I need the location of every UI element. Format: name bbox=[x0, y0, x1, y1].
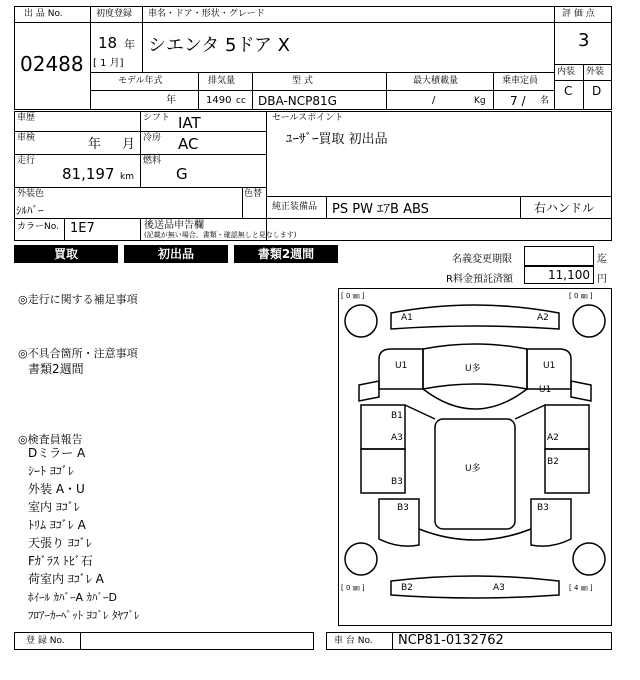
reg-no-label: 登 録 No. bbox=[26, 636, 65, 646]
inspector-line: 外装 A・U bbox=[28, 482, 85, 496]
damage-mark: B3 bbox=[537, 503, 549, 513]
damage-mark: U1 bbox=[395, 361, 408, 371]
name-change-unit: 迄 bbox=[597, 254, 607, 265]
capacity-unit: 名 bbox=[540, 96, 550, 106]
damage-mark: A3 bbox=[391, 433, 403, 443]
model-label: 型 式 bbox=[292, 76, 313, 86]
capacity-label: 乗車定員 bbox=[502, 76, 539, 86]
inspector-line: ﾎｲｰﾙ ｶﾊﾞｰA ｶﾊﾞｰD bbox=[28, 591, 117, 604]
reg-month: [ 1 月] bbox=[93, 58, 124, 69]
mileage-value: 81,197 bbox=[62, 165, 115, 183]
color-value: ｼﾙﾊﾞｰ bbox=[16, 204, 44, 217]
color-label: 外装色 bbox=[17, 189, 45, 199]
inspector-line: 荷室内 ﾖｺﾞﾚ A bbox=[28, 572, 104, 586]
defects-text: 書類2週間 bbox=[28, 362, 84, 376]
recycle-label: R料金預託済額 bbox=[446, 274, 513, 285]
name-change-box bbox=[524, 246, 594, 266]
max-load-unit: Kg bbox=[474, 96, 486, 106]
damage-mark: U1 bbox=[539, 385, 552, 395]
sales-point: ﾕｰｻﾞｰ買取 初出品 bbox=[286, 132, 388, 147]
docs-label: 後送品申告欄 bbox=[144, 220, 204, 231]
recycle-unit: 円 bbox=[597, 274, 607, 285]
inspector-heading: ◎検査員報告 bbox=[18, 433, 83, 446]
color-no: 1E7 bbox=[70, 221, 95, 236]
mileage-label: 走行 bbox=[17, 156, 36, 166]
capacity: 7 / bbox=[510, 94, 526, 108]
damage-mark: B3 bbox=[391, 477, 403, 487]
exterior-grade: D bbox=[592, 84, 602, 98]
model-year-label: モデル年式 bbox=[118, 76, 163, 86]
displacement: 1490 bbox=[206, 95, 232, 106]
history-label: 車歴 bbox=[17, 113, 36, 123]
tag-first-listing: 初出品 bbox=[124, 245, 228, 263]
shift-label: シフト bbox=[143, 113, 171, 123]
car-name-label: 車名・ドア・形状・グレード bbox=[148, 9, 265, 19]
lot-number: 02488 bbox=[20, 52, 84, 76]
damage-mark: U多 bbox=[465, 464, 481, 474]
shift-value: IAT bbox=[178, 114, 201, 132]
inspector-line: Dミラー A bbox=[28, 446, 86, 460]
damage-mark: A2 bbox=[537, 313, 549, 323]
ac-label: 冷房 bbox=[143, 133, 162, 143]
inspection-year: 年 bbox=[88, 137, 102, 152]
max-load-label: 最大積載量 bbox=[413, 76, 459, 86]
docs-note: (記載が無い場合、書類・確認無しと見なします) bbox=[144, 231, 297, 239]
damage-mark: A2 bbox=[547, 433, 559, 443]
name-change-label: 名義変更期限 bbox=[452, 254, 512, 265]
color-no-label: カラーNo. bbox=[17, 222, 59, 232]
equipment-label: 純正装備品 bbox=[272, 202, 318, 212]
reg-year: 18 bbox=[98, 34, 118, 52]
driving-heading: ◎走行に関する補足事項 bbox=[18, 293, 138, 306]
inspection-month: 月 bbox=[122, 137, 136, 152]
car-name: シエンタ 5ドア X bbox=[148, 35, 290, 56]
tire-depth-rear-right: [ 4 ㎜ ] bbox=[569, 584, 593, 592]
lot-label: 出 品 No. bbox=[24, 9, 63, 19]
inspector-line: Fｶﾞﾗｽ ﾄﾋﾞ石 bbox=[28, 554, 93, 568]
displacement-label: 排気量 bbox=[208, 76, 236, 86]
tire-depth-front-right: [ 0 ㎜ ] bbox=[569, 292, 593, 300]
max-load: / bbox=[432, 95, 436, 106]
interior-label: 内装 bbox=[557, 67, 576, 77]
damage-mark: A3 bbox=[493, 583, 505, 593]
chassis-label: 車 台 No. bbox=[334, 636, 373, 646]
tire-depth-rear-left: [ 0 ㎜ ] bbox=[341, 584, 365, 592]
tire-depth-front-left: [ 0 ㎜ ] bbox=[341, 292, 365, 300]
recycle-value: 11,100 bbox=[548, 268, 590, 282]
damage-mark: U1 bbox=[543, 361, 556, 371]
damage-mark: B2 bbox=[401, 583, 413, 593]
first-reg-label: 初度登録 bbox=[96, 9, 133, 19]
damage-mark: A1 bbox=[401, 313, 413, 323]
equipment-value: PS PW ｴｱB ABS bbox=[332, 202, 429, 217]
chassis-no: NCP81-0132762 bbox=[398, 633, 504, 648]
tag-docs-2weeks: 書類2週間 bbox=[234, 245, 338, 263]
model-year-unit: 年 bbox=[166, 95, 176, 106]
fuel-label: 燃料 bbox=[143, 156, 162, 166]
damage-mark: B2 bbox=[547, 457, 559, 467]
car-outline bbox=[339, 289, 611, 625]
defects-heading: ◎不具合箇所・注意事項 bbox=[18, 347, 138, 360]
reg-year-unit: 年 bbox=[124, 38, 135, 51]
fuel-value: G bbox=[176, 165, 188, 183]
displacement-unit: cc bbox=[236, 96, 246, 106]
ac-value: AC bbox=[178, 135, 199, 153]
damage-mark: B1 bbox=[391, 411, 403, 421]
inspection-label: 車検 bbox=[17, 133, 36, 143]
car-diagram bbox=[338, 288, 612, 626]
model: DBA-NCP81G bbox=[258, 94, 337, 108]
sales-point-label: セールスポイント bbox=[272, 113, 344, 123]
exterior-label: 外装 bbox=[586, 67, 605, 77]
grade: 3 bbox=[578, 30, 590, 51]
inspector-line: ﾌﾛｱｰｶｰﾍﾟｯﾄ ﾖｺﾞﾚ ﾀﾔﾌﾞﾚ bbox=[28, 609, 140, 622]
color-change-label: 色替 bbox=[244, 189, 263, 199]
interior-grade: C bbox=[564, 84, 573, 98]
inspector-line: 天張り ﾖｺﾞﾚ bbox=[28, 536, 92, 550]
damage-mark: U多 bbox=[465, 364, 481, 374]
inspector-line: ﾄﾘﾑ ﾖｺﾞﾚ A bbox=[28, 518, 86, 532]
inspector-line: ｼｰﾄ ﾖｺﾞﾚ bbox=[28, 464, 74, 478]
inspector-line: 室内 ﾖｺﾞﾚ bbox=[28, 500, 80, 514]
damage-mark: B3 bbox=[397, 503, 409, 513]
grade-label: 評 価 点 bbox=[562, 9, 595, 19]
handle-value: 右ハンドル bbox=[534, 201, 595, 215]
mileage-unit: km bbox=[120, 172, 134, 182]
tag-buyback: 買取 bbox=[14, 245, 118, 263]
